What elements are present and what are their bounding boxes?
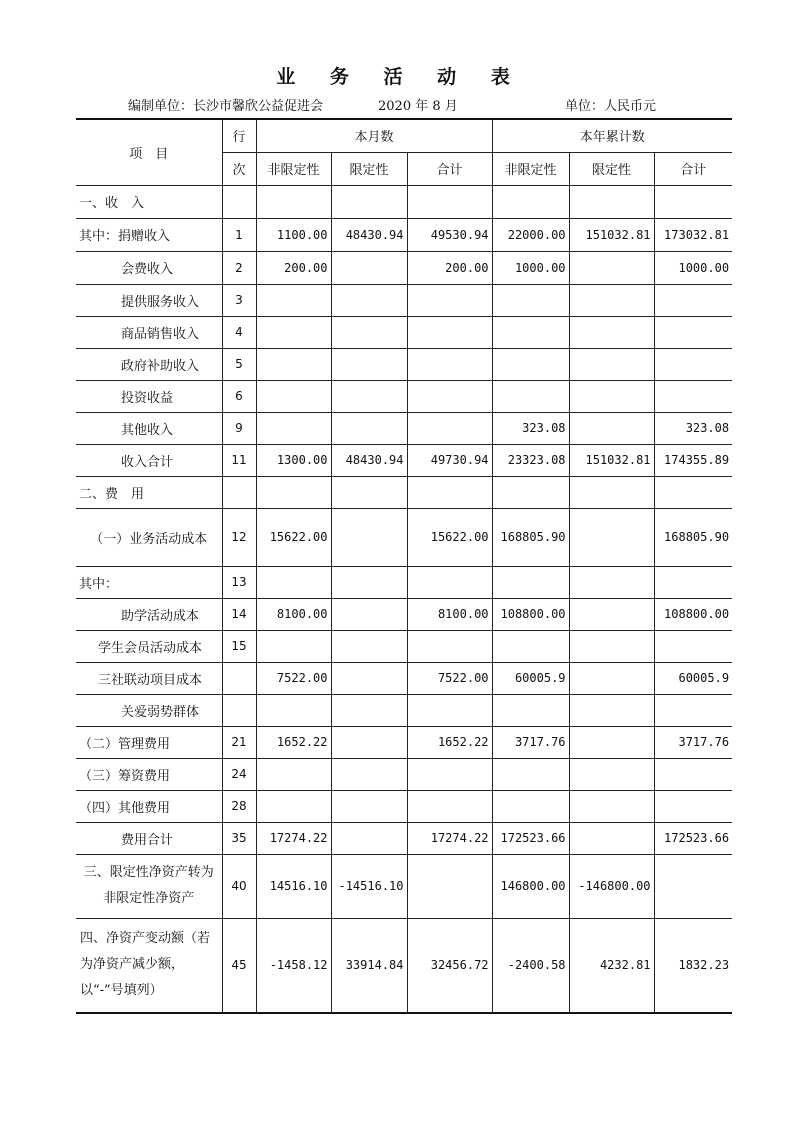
cell-month-unrestricted: 8100.00: [256, 598, 331, 630]
table-row: [76, 284, 732, 316]
cell-month-restricted: [331, 790, 407, 822]
cell-year-total: [654, 380, 732, 412]
activity-report-table: [76, 118, 732, 1014]
cell-month-total: 17274.22: [407, 822, 492, 854]
cell-year-unrestricted: [492, 476, 569, 508]
cell-year-unrestricted: -2400.58: [492, 918, 569, 1013]
cell-month-unrestricted: 1100.00: [256, 218, 331, 251]
cell-month-total: 15622.00: [407, 508, 492, 566]
cell-year-total: [654, 316, 732, 348]
row-line-number: [222, 476, 256, 508]
row-line-number: 1: [222, 218, 256, 251]
row-item-label: 商品销售收入: [76, 316, 222, 348]
cell-month-total: [407, 790, 492, 822]
row-line-number: 14: [222, 598, 256, 630]
cell-month-total: [407, 694, 492, 726]
table-row: [76, 348, 732, 380]
header-year-total: 合计: [654, 152, 732, 185]
cell-month-unrestricted: [256, 284, 331, 316]
row-line-number: 28: [222, 790, 256, 822]
cell-year-restricted: [569, 662, 654, 694]
cell-month-restricted: [331, 284, 407, 316]
cell-year-restricted: [569, 726, 654, 758]
row-line-number: 21: [222, 726, 256, 758]
cell-month-total: [407, 758, 492, 790]
header-year-group: 本年累计数: [492, 119, 732, 152]
cell-year-unrestricted: [492, 348, 569, 380]
table-row: [76, 790, 732, 822]
table-row: [76, 508, 732, 566]
table-row: [76, 444, 732, 476]
cell-month-unrestricted: [256, 316, 331, 348]
cell-month-unrestricted: 7522.00: [256, 662, 331, 694]
cell-year-total: [654, 630, 732, 662]
row-item-label: 三社联动项目成本: [76, 662, 222, 694]
table-row: [76, 822, 732, 854]
table-row: [76, 380, 732, 412]
table-row: [76, 918, 732, 1013]
row-line-number: 15: [222, 630, 256, 662]
cell-year-total: 173032.81: [654, 218, 732, 251]
cell-month-total: [407, 380, 492, 412]
row-item-label: （二）管理费用: [76, 726, 222, 758]
table-row: [76, 694, 732, 726]
row-line-number: 6: [222, 380, 256, 412]
cell-month-restricted: [331, 630, 407, 662]
row-item-label: 其中：捐赠收入: [76, 218, 222, 251]
report-period: 2020 年 8 月: [378, 99, 458, 114]
cell-year-unrestricted: [492, 694, 569, 726]
row-item-label: 其他收入: [76, 412, 222, 444]
cell-year-restricted: -146800.00: [569, 854, 654, 918]
cell-year-total: 172523.66: [654, 822, 732, 854]
cell-month-total: [407, 412, 492, 444]
cell-month-total: 32456.72: [407, 918, 492, 1013]
cell-year-total: 3717.76: [654, 726, 732, 758]
cell-year-unrestricted: 1000.00: [492, 251, 569, 284]
row-line-number: 13: [222, 566, 256, 598]
cell-month-restricted: [331, 316, 407, 348]
cell-year-total: 1832.23: [654, 918, 732, 1013]
cell-year-total: 174355.89: [654, 444, 732, 476]
cell-month-restricted: -14516.10: [331, 854, 407, 918]
row-item-label: （一）业务活动成本: [76, 508, 222, 566]
cell-month-restricted: [331, 758, 407, 790]
cell-year-total: [654, 476, 732, 508]
cell-month-restricted: [331, 662, 407, 694]
row-line-number: [222, 694, 256, 726]
cell-month-unrestricted: [256, 566, 331, 598]
cell-month-restricted: 48430.94: [331, 444, 407, 476]
cell-month-unrestricted: [256, 380, 331, 412]
row-item-label: 一、收 入: [76, 185, 222, 218]
cell-year-total: 168805.90: [654, 508, 732, 566]
cell-month-total: [407, 630, 492, 662]
header-month-total: 合计: [407, 152, 492, 185]
cell-year-restricted: [569, 790, 654, 822]
cell-month-restricted: [331, 251, 407, 284]
table-row: [76, 218, 732, 251]
table-row: [76, 185, 732, 218]
table-row: [76, 316, 732, 348]
cell-year-restricted: [569, 316, 654, 348]
row-item-label: 会费收入: [76, 251, 222, 284]
cell-month-unrestricted: [256, 694, 331, 726]
cell-month-total: 8100.00: [407, 598, 492, 630]
cell-month-unrestricted: 15622.00: [256, 508, 331, 566]
cell-month-restricted: [331, 380, 407, 412]
cell-year-restricted: [569, 508, 654, 566]
cell-month-restricted: [331, 694, 407, 726]
cell-month-total: 49730.94: [407, 444, 492, 476]
preparing-unit: 编制单位：长沙市馨欣公益促进会: [128, 99, 324, 114]
cell-month-total: [407, 566, 492, 598]
cell-month-restricted: 33914.84: [331, 918, 407, 1013]
row-item-label: 政府补助收入: [76, 348, 222, 380]
row-item-label: 关爱弱势群体: [76, 694, 222, 726]
cell-year-unrestricted: 168805.90: [492, 508, 569, 566]
cell-year-total: [654, 185, 732, 218]
row-line-number: [222, 662, 256, 694]
cell-month-total: [407, 476, 492, 508]
table-row: [76, 630, 732, 662]
cell-year-restricted: [569, 598, 654, 630]
cell-year-restricted: [569, 284, 654, 316]
row-line-number: 11: [222, 444, 256, 476]
cell-year-total: 108800.00: [654, 598, 732, 630]
cell-year-total: 1000.00: [654, 251, 732, 284]
row-item-label: 二、费 用: [76, 476, 222, 508]
table-row: [76, 726, 732, 758]
table-row: [76, 566, 732, 598]
row-item-label: 投资收益: [76, 380, 222, 412]
cell-year-restricted: [569, 348, 654, 380]
cell-year-total: 323.08: [654, 412, 732, 444]
cell-year-restricted: [569, 251, 654, 284]
cell-year-total: [654, 758, 732, 790]
row-item-label: 提供服务收入: [76, 284, 222, 316]
cell-year-restricted: [569, 566, 654, 598]
header-line-bottom: 次: [222, 152, 256, 185]
row-line-number: 24: [222, 758, 256, 790]
table-row: [76, 476, 732, 508]
cell-year-restricted: [569, 630, 654, 662]
cell-month-unrestricted: [256, 790, 331, 822]
cell-year-restricted: 151032.81: [569, 218, 654, 251]
cell-year-unrestricted: [492, 380, 569, 412]
cell-month-unrestricted: [256, 412, 331, 444]
cell-year-unrestricted: 172523.66: [492, 822, 569, 854]
row-line-number: 45: [222, 918, 256, 1013]
cell-month-total: 7522.00: [407, 662, 492, 694]
cell-year-unrestricted: 22000.00: [492, 218, 569, 251]
cell-month-total: [407, 284, 492, 316]
cell-year-restricted: [569, 476, 654, 508]
cell-month-restricted: [331, 508, 407, 566]
header-month-restricted: 限定性: [331, 152, 407, 185]
cell-month-restricted: 48430.94: [331, 218, 407, 251]
cell-month-unrestricted: 1300.00: [256, 444, 331, 476]
cell-year-unrestricted: 146800.00: [492, 854, 569, 918]
header-row-1: [76, 119, 732, 152]
cell-year-unrestricted: 23323.08: [492, 444, 569, 476]
cell-year-unrestricted: [492, 630, 569, 662]
cell-month-restricted: [331, 598, 407, 630]
cell-month-unrestricted: 200.00: [256, 251, 331, 284]
table-row: [76, 598, 732, 630]
cell-month-unrestricted: [256, 476, 331, 508]
cell-year-restricted: [569, 185, 654, 218]
cell-year-restricted: 4232.81: [569, 918, 654, 1013]
cell-year-total: 60005.9: [654, 662, 732, 694]
row-line-number: 4: [222, 316, 256, 348]
row-line-number: 3: [222, 284, 256, 316]
row-item-label: 收入合计: [76, 444, 222, 476]
row-line-number: 40: [222, 854, 256, 918]
cell-month-restricted: [331, 822, 407, 854]
row-line-number: 5: [222, 348, 256, 380]
currency-unit: 单位：人民币元: [565, 99, 657, 114]
cell-month-restricted: [331, 412, 407, 444]
cell-year-unrestricted: 60005.9: [492, 662, 569, 694]
cell-month-unrestricted: [256, 348, 331, 380]
cell-year-total: [654, 694, 732, 726]
cell-month-total: 200.00: [407, 251, 492, 284]
cell-year-restricted: [569, 694, 654, 726]
cell-year-unrestricted: 323.08: [492, 412, 569, 444]
cell-month-restricted: [331, 348, 407, 380]
row-line-number: [222, 185, 256, 218]
row-line-number: 35: [222, 822, 256, 854]
cell-year-unrestricted: [492, 185, 569, 218]
row-item-label: 四、净资产变动额（若为净资产减少额，以“-”号填列）: [76, 918, 222, 1013]
cell-year-total: [654, 348, 732, 380]
table-row: [76, 758, 732, 790]
table-row: [76, 412, 732, 444]
cell-month-unrestricted: [256, 758, 331, 790]
cell-month-total: 1652.22: [407, 726, 492, 758]
table-row: [76, 662, 732, 694]
cell-month-total: [407, 348, 492, 380]
cell-year-unrestricted: [492, 758, 569, 790]
cell-year-restricted: 151032.81: [569, 444, 654, 476]
row-item-label: 三、限定性净资产转为非限定性净资产: [76, 854, 222, 918]
cell-month-unrestricted: [256, 630, 331, 662]
header-year-restricted: 限定性: [569, 152, 654, 185]
cell-year-unrestricted: [492, 790, 569, 822]
row-line-number: 2: [222, 251, 256, 284]
cell-year-restricted: [569, 380, 654, 412]
cell-year-total: [654, 790, 732, 822]
header-item: 项 目: [76, 119, 222, 185]
row-item-label: 其中：: [76, 566, 222, 598]
row-item-label: （四）其他费用: [76, 790, 222, 822]
row-line-number: 9: [222, 412, 256, 444]
table-row: [76, 854, 732, 918]
header-year-unrestricted: 非限定性: [492, 152, 569, 185]
cell-month-total: [407, 316, 492, 348]
cell-year-restricted: [569, 412, 654, 444]
cell-year-unrestricted: [492, 284, 569, 316]
cell-month-restricted: [331, 185, 407, 218]
header-month-unrestricted: 非限定性: [256, 152, 331, 185]
cell-month-restricted: [331, 566, 407, 598]
cell-month-unrestricted: 14516.10: [256, 854, 331, 918]
report-title: 业 务 活 动 表: [276, 66, 524, 88]
header-line-top: 行: [222, 119, 256, 152]
cell-month-unrestricted: 17274.22: [256, 822, 331, 854]
cell-year-restricted: [569, 758, 654, 790]
row-item-label: 费用合计: [76, 822, 222, 854]
row-item-label: （三）筹资费用: [76, 758, 222, 790]
cell-month-total: [407, 185, 492, 218]
cell-month-restricted: [331, 726, 407, 758]
cell-year-total: [654, 284, 732, 316]
cell-year-unrestricted: 3717.76: [492, 726, 569, 758]
cell-year-total: [654, 854, 732, 918]
row-line-number: 12: [222, 508, 256, 566]
cell-month-restricted: [331, 476, 407, 508]
cell-year-unrestricted: [492, 316, 569, 348]
cell-year-unrestricted: 108800.00: [492, 598, 569, 630]
cell-month-unrestricted: -1458.12: [256, 918, 331, 1013]
cell-month-unrestricted: 1652.22: [256, 726, 331, 758]
row-item-label: 助学活动成本: [76, 598, 222, 630]
cell-month-total: [407, 854, 492, 918]
cell-month-unrestricted: [256, 185, 331, 218]
cell-year-restricted: [569, 822, 654, 854]
header-month-group: 本月数: [256, 119, 492, 152]
table-row: [76, 251, 732, 284]
cell-year-unrestricted: [492, 566, 569, 598]
cell-month-total: 49530.94: [407, 218, 492, 251]
row-item-label: 学生会员活动成本: [76, 630, 222, 662]
cell-year-total: [654, 566, 732, 598]
